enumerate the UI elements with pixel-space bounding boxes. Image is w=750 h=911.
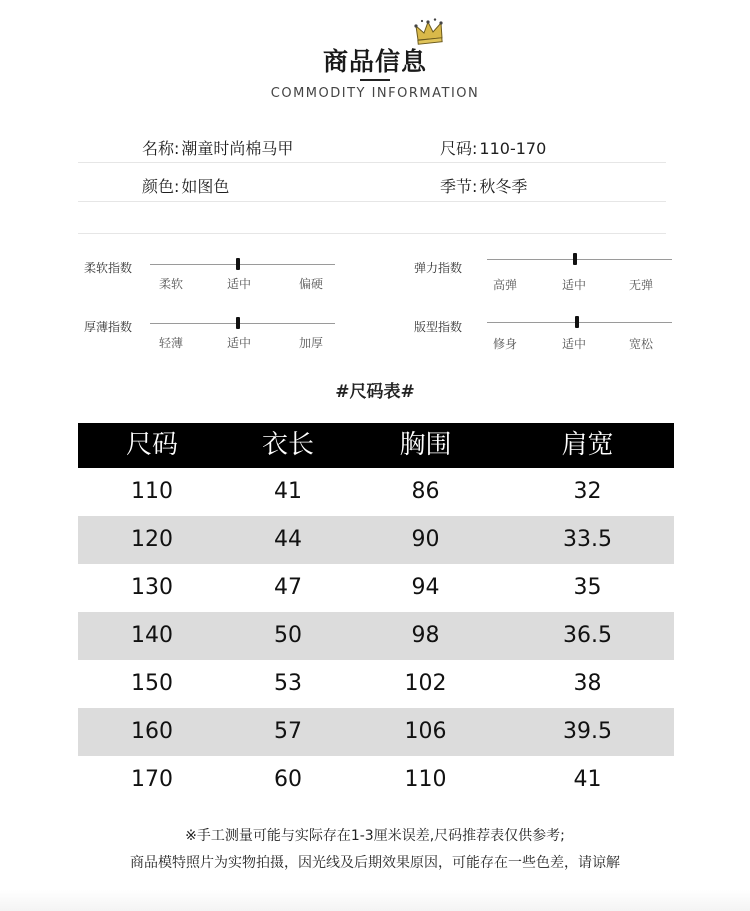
season-value: 秋冬季 bbox=[479, 177, 528, 196]
table-cell: 90 bbox=[411, 527, 440, 552]
softness-label: 柔软指数 bbox=[84, 261, 133, 275]
fit-scale bbox=[487, 322, 672, 323]
fit-option: 宽松 bbox=[628, 337, 653, 351]
softness-option: 偏硬 bbox=[298, 277, 323, 291]
divider bbox=[78, 162, 666, 163]
thickness-option: 轻薄 bbox=[158, 336, 183, 350]
table-header bbox=[78, 423, 674, 468]
softness-option: 适中 bbox=[226, 277, 251, 291]
column-header: 衣长 bbox=[261, 430, 314, 460]
table-cell: 57 bbox=[274, 719, 302, 744]
table-cell: 98 bbox=[411, 623, 440, 648]
table-row bbox=[78, 468, 674, 516]
color-key: 颜色: bbox=[142, 177, 180, 196]
size-value: 110-170 bbox=[479, 139, 547, 158]
elasticity-option: 高弹 bbox=[492, 278, 517, 292]
fit-marker bbox=[575, 316, 579, 328]
table-cell: 60 bbox=[274, 767, 302, 792]
table-cell: 110 bbox=[131, 479, 173, 504]
table-cell: 150 bbox=[131, 671, 173, 696]
photo-note: 商品模特照片为实物拍摄，因光线及后期效果原因，可能存在一些色差，请谅解 bbox=[130, 855, 620, 871]
column-header: 尺码 bbox=[125, 430, 178, 460]
size-key: 尺码: bbox=[440, 139, 478, 158]
size-chart-title: #尺码表# bbox=[335, 382, 415, 402]
softness-option: 柔软 bbox=[158, 277, 183, 291]
table-cell: 86 bbox=[411, 479, 440, 504]
elasticity-marker bbox=[573, 253, 577, 265]
page-title: 商品信息 bbox=[322, 47, 427, 76]
table-row bbox=[78, 516, 674, 564]
thickness-scale bbox=[150, 323, 335, 324]
measurement-note: ※手工测量可能与实际存在1-3厘米误差,尺码推荐表仅供参考; bbox=[185, 828, 565, 844]
table-cell: 120 bbox=[131, 527, 173, 552]
title-underline bbox=[360, 79, 390, 81]
elasticity-option: 无弹 bbox=[628, 278, 653, 292]
table-cell: 110 bbox=[404, 767, 447, 792]
table-cell: 44 bbox=[274, 527, 302, 552]
color-value: 如图色 bbox=[181, 177, 230, 196]
table-cell: 41 bbox=[573, 767, 602, 792]
name-key: 名称: bbox=[142, 139, 180, 158]
table-cell: 39.5 bbox=[563, 719, 612, 744]
table-cell: 38 bbox=[573, 671, 602, 696]
table-row bbox=[78, 708, 674, 756]
table-cell: 102 bbox=[404, 671, 447, 696]
table-row bbox=[78, 660, 674, 708]
table-cell: 36.5 bbox=[563, 623, 612, 648]
table-row bbox=[78, 756, 674, 804]
fit-option: 适中 bbox=[561, 337, 586, 351]
table-row bbox=[78, 564, 674, 612]
name-value: 潮童时尚棉马甲 bbox=[181, 139, 294, 158]
table-cell: 94 bbox=[411, 575, 440, 600]
size-field bbox=[440, 136, 546, 159]
softness-scale bbox=[150, 264, 335, 265]
table-cell: 47 bbox=[274, 575, 302, 600]
column-header: 胸围 bbox=[399, 430, 452, 460]
size-table bbox=[78, 423, 674, 804]
table-cell: 106 bbox=[404, 719, 447, 744]
color-field bbox=[142, 174, 229, 197]
crown-icon bbox=[414, 18, 448, 48]
table-cell: 140 bbox=[131, 623, 173, 648]
table-cell: 50 bbox=[274, 623, 302, 648]
elasticity-label: 弹力指数 bbox=[414, 261, 463, 275]
season-key: 季节: bbox=[440, 177, 478, 196]
table-cell: 53 bbox=[274, 671, 302, 696]
thickness-marker bbox=[236, 317, 240, 329]
thickness-option: 加厚 bbox=[298, 336, 323, 350]
season-field bbox=[440, 174, 527, 197]
table-row bbox=[78, 612, 674, 660]
table-cell: 160 bbox=[131, 719, 173, 744]
table-cell: 35 bbox=[573, 575, 602, 600]
fit-label: 版型指数 bbox=[414, 320, 463, 334]
divider bbox=[78, 233, 666, 234]
table-cell: 32 bbox=[573, 479, 602, 504]
elasticity-scale bbox=[487, 259, 672, 260]
thickness-option: 适中 bbox=[226, 336, 251, 350]
elasticity-option: 适中 bbox=[561, 278, 586, 292]
divider bbox=[78, 201, 666, 202]
softness-marker bbox=[236, 258, 240, 270]
page-subtitle: COMMODITY INFORMATION bbox=[270, 86, 480, 101]
table-cell: 170 bbox=[131, 767, 173, 792]
bottom-fade bbox=[0, 890, 750, 911]
table-cell: 130 bbox=[131, 575, 173, 600]
column-header: 肩宽 bbox=[561, 430, 614, 460]
table-cell: 41 bbox=[274, 479, 302, 504]
thickness-label: 厚薄指数 bbox=[84, 320, 133, 334]
fit-option: 修身 bbox=[492, 337, 517, 351]
table-cell: 33.5 bbox=[563, 527, 612, 552]
name-field bbox=[142, 136, 293, 159]
